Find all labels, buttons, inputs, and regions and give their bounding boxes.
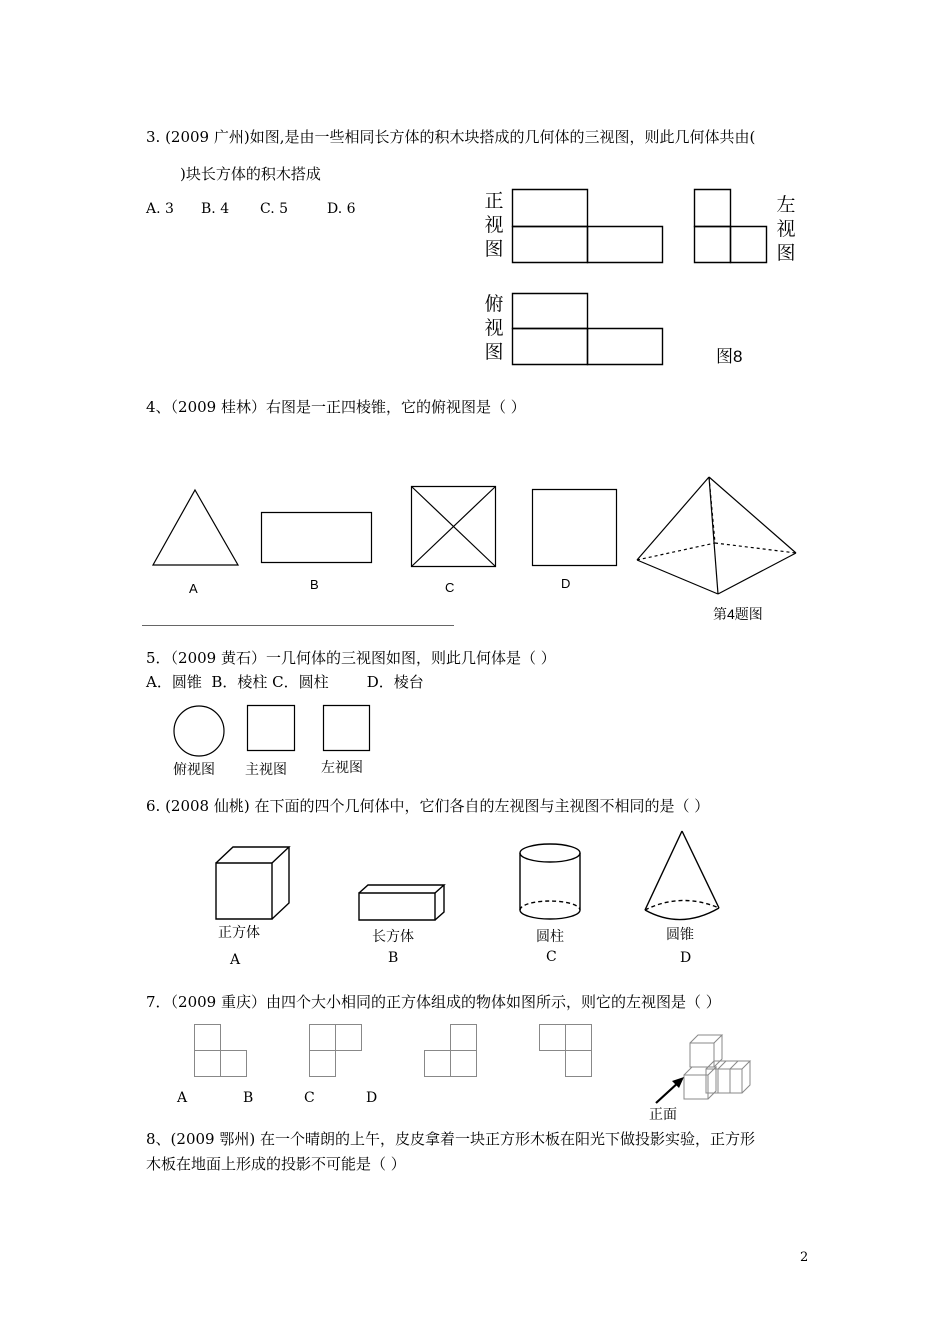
q4-label-b: B (310, 577, 319, 592)
q4-label-d: D (561, 576, 571, 591)
q7-option-b-view (309, 1024, 365, 1080)
q4-option-c-square-with-diagonals (411, 486, 497, 568)
q7-option-letter-c: C (304, 1090, 315, 1106)
q6-option-d: D (680, 950, 692, 966)
q7-option-a-view (194, 1024, 250, 1080)
q5-main-view-square (247, 705, 296, 751)
q7-stacked-cubes-figure (652, 1027, 752, 1109)
q6-question: 6. (2008 仙桃) 在下面的四个几何体中，它们各自的左视图与主视图不相同的是（ ） (146, 797, 710, 815)
divider-line (142, 625, 454, 626)
q3-option-b: B. 4 (201, 201, 230, 217)
q3-option-c: C. 5 (260, 201, 289, 217)
q5-options: A．圆锥 B．棱柱 C．圆柱 D．棱台 (146, 673, 424, 691)
q7-option-c-view (424, 1024, 480, 1080)
q6-cone-figure (643, 830, 721, 925)
q7-option-letter-a: A (177, 1090, 188, 1106)
q4-question: 4、（2009 桂林）右图是一正四棱锥，它的俯视图是（ ） (146, 398, 526, 416)
q5-label-left-view: 左视图 (321, 760, 363, 776)
q6-cube-figure (215, 846, 291, 921)
q6-shape-name-cuboid: 长方体 (372, 929, 414, 945)
q7-question: 7．（2009 重庆）由四个大小相同的正方体组成的物体如图所示，则它的左视图是（ ） (146, 993, 721, 1011)
q4-figure-caption: 第4题图 (713, 606, 763, 622)
q6-cylinder-figure (518, 843, 582, 923)
q4-option-d-square (532, 489, 618, 567)
q7-option-letter-d: D (366, 1090, 378, 1106)
q4-option-b-rectangle (261, 512, 373, 564)
q5-question: 5．（2009 黄石）一几何体的三视图如图，则此几何体是（ ） (146, 649, 556, 667)
q3-top-view (512, 293, 664, 366)
q7-option-d-view (539, 1024, 595, 1080)
q8-question-line2: 木板在地面上形成的投影不可能是（ ） (146, 1155, 406, 1173)
q4-label-c: C (445, 580, 455, 595)
q3-question-line2: )块长方体的积木搭成 (180, 165, 321, 183)
q6-cuboid-figure (358, 884, 446, 922)
q3-option-d: D. 6 (327, 201, 356, 217)
q4-pyramid-figure (636, 475, 798, 597)
q5-label-top-view: 俯视图 (173, 762, 215, 778)
q3-left-view-label: 左 视 图 (776, 194, 796, 264)
q3-option-a: A. 3 (146, 201, 174, 217)
q3-front-view-label: 正 视 图 (484, 190, 504, 260)
q4-label-a: A (189, 581, 198, 596)
q6-option-a: A (230, 952, 241, 968)
q3-figure-caption: 图8 (716, 347, 743, 366)
q7-arrow-icon (656, 1077, 684, 1103)
q3-top-view-label: 俯 视 图 (484, 293, 504, 363)
q5-label-main-view: 主视图 (245, 762, 287, 778)
q5-top-view-circle (173, 705, 225, 757)
q3-left-view (694, 189, 768, 264)
q6-option-b: B (388, 950, 399, 966)
q3-front-view (512, 189, 664, 264)
q4-option-a-triangle (152, 489, 240, 567)
q6-shape-name-cone: 圆锥 (666, 927, 694, 943)
q5-left-view-square (323, 705, 371, 751)
q3-question-line1: 3. (2009 广州)如图,是由一些相同长方体的积木块搭成的几何体的三视图，则此几何体共由( (146, 128, 756, 146)
q8-question-line1: 8、(2009 鄂州) 在一个晴朗的上午，皮皮拿着一块正方形木板在阳光下做投影实验，正方形 (146, 1130, 755, 1148)
q7-front-label: 正面 (649, 1107, 677, 1123)
page-number: 2 (800, 1250, 809, 1265)
q6-shape-name-cylinder: 圆柱 (536, 929, 564, 945)
q6-option-c: C (546, 949, 557, 965)
q7-option-letter-b: B (243, 1090, 254, 1106)
q6-shape-name-cube: 正方体 (218, 925, 260, 941)
